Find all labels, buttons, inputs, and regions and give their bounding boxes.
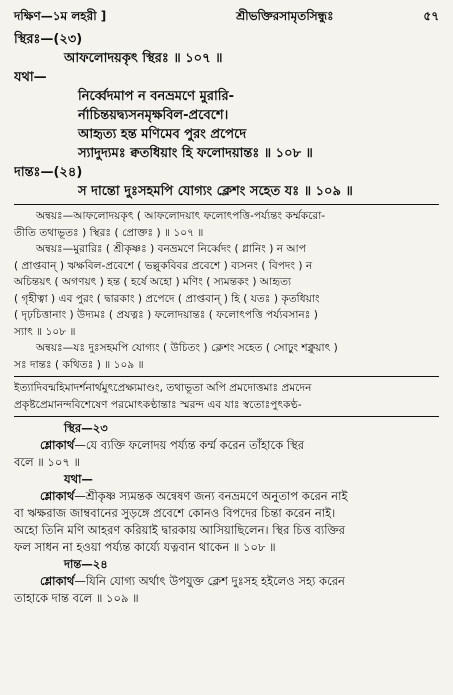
verse-line-3: আহৃত্য হন্ত মণিমেব পুরং প্রপেদে bbox=[78, 127, 247, 142]
anvaya-108-line-6: স্যাৎ ॥ ১০৮ ॥ bbox=[14, 325, 76, 338]
verse-line-4: স্যাদুদ্যমঃ ক্বতধিয়াং হি ফলোদয়ান্তঃ ॥ ১০৮ ॥ bbox=[78, 146, 313, 161]
divider-1 bbox=[14, 204, 439, 205]
shlokartha-label: শ্লোকার্থ bbox=[40, 438, 75, 452]
translation-108-line-1 bbox=[14, 488, 439, 505]
verse-line-1: নির্ব্বেদমাপ ন বনভ্রমণে মুরারি- bbox=[78, 89, 235, 104]
translation-109-line-1 bbox=[14, 573, 439, 590]
translation-108-line-4: ফল সাধন না হওয়া পর্য্যন্ত কার্য্যে যত্নবান থাকেন ॥ ১০৮ ॥ bbox=[14, 540, 276, 554]
sthira-definition: আফলোদয়কৃৎ স্থিরঃ ॥ ১০৭ ॥ bbox=[64, 51, 223, 66]
anvaya-108-line-2: ( প্রাপ্তবান্ ) ঋক্ষবিল-প্রবেশে ( ভল্লুকবিবর প্রবেশে ) ব্যসনং ( বিপদং ) ন bbox=[14, 259, 313, 272]
yatha-label: যথা— bbox=[14, 70, 47, 85]
sthira-label: স্থিরঃ—(২৩) bbox=[14, 32, 83, 47]
translation-block bbox=[14, 420, 439, 607]
verse-block bbox=[14, 30, 439, 201]
danta-heading: দান্ত—২৪ bbox=[64, 557, 108, 571]
commentary-block bbox=[14, 208, 439, 373]
danta-label: দান্তঃ—(২৪) bbox=[14, 165, 83, 180]
translation-108-line-3: অহো তিনি মণি আহরণ করিয়াই দ্বারকায় আসিয়াছিলেন। স্থির চিত্ত ব্যক্তির bbox=[14, 523, 346, 537]
anvaya-108-line-4: ( গৃহীত্বা ) এব পুরং ( দ্বারকাং ) প্রপেদে ( প্রাপ্তবান্ ) হি ( যতঃ ) কৃতধিয়াং bbox=[14, 292, 320, 305]
book-title: শ্রীভক্তিরসামৃতসিন্ধুঃ bbox=[236, 9, 334, 23]
page-header bbox=[14, 8, 439, 26]
chapter-label: দক্ষিণ—১ম লহরী ] bbox=[14, 9, 107, 23]
translation-107-line-2: বলে ॥ ১০৭ ॥ bbox=[14, 455, 80, 469]
divider-2 bbox=[14, 376, 439, 377]
anvaya-108-line-1: অন্বয়ঃ—মুরারিঃ ( শ্রীকৃষ্ণঃ ) বনভ্রমণে নির্ব্বেদং ( গ্লানিং ) ন আপ bbox=[36, 243, 306, 255]
danta-definition: স দান্তো দুঃসহমপি যোগ্যং ক্লেশং সহেত যঃ ॥ ১০৯ ॥ bbox=[78, 184, 353, 199]
page-number: ৫৭ bbox=[423, 9, 439, 23]
anvaya-109-line-2: সঃ দান্তঃ ( কথিতঃ ) ॥ ১০৯ ॥ bbox=[14, 358, 144, 371]
anvaya-108-line-5: ( দৃঢ়চিত্তানাং ) উদ্যমঃ ( প্রযত্নঃ ) ফলোদয়ান্তঃ ( ফলোৎপত্তি পর্য্যবসানঃ ) bbox=[14, 309, 318, 321]
verse-line-2: র্নাচিন্তয়দ্ব্যসনমৃক্ষবিল-প্রবেশে। bbox=[78, 108, 229, 123]
translation-108-text: —শ্রীকৃষ্ণ স্যমন্তক অন্বেষণ জন্য বনভ্রমণে অনুতাপ করেন নাই bbox=[74, 489, 348, 503]
anvaya-107-line-1: অন্বয়ঃ—আফলোদয়কৃৎ ( আফলোদয়াৎ ফলোৎপত্তি-পর্য্যন্তং কর্ম্মকরো- bbox=[36, 210, 326, 222]
anvaya-108-line-3: অচিন্তয়ৎ ( অগণয়ৎ ) হন্ত ( হর্ষে অহো ) মণিং ( স্যমন্তকং ) আহৃত্য bbox=[14, 276, 292, 288]
translation-109-text: —যিনি যোগ্য অর্থাৎ উপযুক্ত ক্লেশ দুঃসহ হইলেও সহ্য করেন bbox=[74, 574, 345, 588]
shlokartha-label: শ্লোকার্থ bbox=[40, 574, 75, 588]
translation-107-text: —যে ব্যক্তি ফলোদয় পর্য্যন্ত কর্ম্ম করেন তাঁহাকে স্থির bbox=[74, 438, 305, 452]
shlokartha-label: শ্লোকার্থ bbox=[40, 489, 75, 503]
anvaya-107-line-2: তীতি তথাভূতঃ ) স্থিরঃ ( প্রোক্তঃ ) ॥ ১০৭ ॥ bbox=[14, 226, 204, 239]
note-line-1: ইত্যাদিবন্মহিমাদর্শনার্থমুৎপ্রেক্ষ্যমাণ্ডং, তথাভূতা অপি প্রমদোত্তমাঃ প্রমদেন bbox=[14, 382, 312, 394]
anvaya-109-line-1: অন্বয়ঃ—যঃ দুঃসহমপি যোগ্যং ( উচিতং ) ক্লেশং সহেত ( সোঢ়ুং শক্নুয়াৎ ) bbox=[36, 342, 338, 354]
divider-3 bbox=[14, 416, 439, 417]
translation-107-line-1 bbox=[14, 437, 439, 454]
sanskrit-note bbox=[14, 380, 439, 413]
sthira-heading: স্থির—২৩ bbox=[64, 421, 108, 435]
translation-yatha: যথা— bbox=[64, 472, 93, 486]
translation-108-line-2: বা ঋক্ষরাজ জাম্ববানের সুড়ঙ্গে প্রবেশে কোনও বিপদের চিন্তা করেন নাই। bbox=[14, 506, 336, 520]
note-line-2: প্রকৃষ্টপ্রেমানন্দবিশেষেণ পরমোৎকণ্ঠান্তাঃ স্মরন্দ এব যাঃ স্বতোঃপুৎকণ্ঠ- bbox=[14, 398, 302, 411]
translation-109-line-2: তাহাকে দান্ত বলে ॥ ১০৯ ॥ bbox=[14, 591, 139, 605]
